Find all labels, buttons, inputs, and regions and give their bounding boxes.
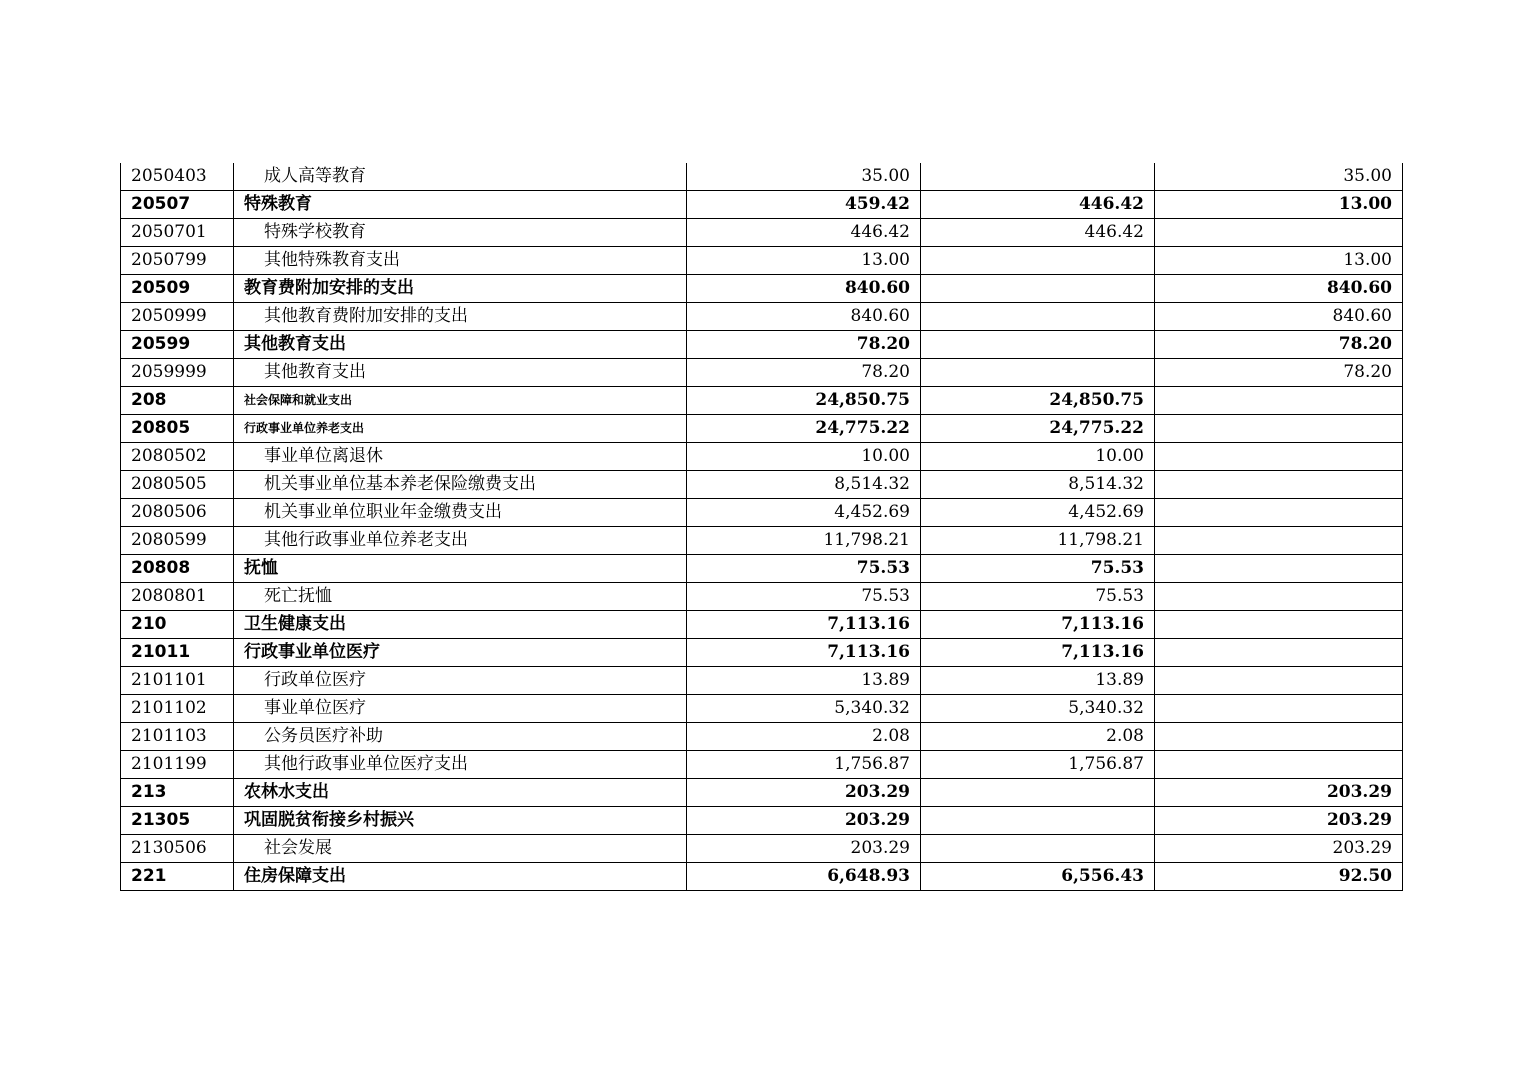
table-row [121, 191, 1403, 219]
table-row [121, 611, 1403, 639]
cell-basic-expenditure: 446.42 [921, 219, 1155, 247]
cell-total: 24,775.22 [687, 415, 921, 443]
cell-project-expenditure: 203.29 [1155, 835, 1403, 863]
cell-total: 203.29 [687, 779, 921, 807]
cell-project-expenditure: 840.60 [1155, 303, 1403, 331]
cell-function-name: 其他行政事业单位养老支出 [234, 527, 687, 555]
cell-function-code: 20599 [121, 331, 234, 359]
cell-basic-expenditure [921, 779, 1155, 807]
cell-function-name: 教育费附加安排的支出 [234, 275, 687, 303]
cell-function-code: 20509 [121, 275, 234, 303]
cell-basic-expenditure: 7,113.16 [921, 611, 1155, 639]
cell-basic-expenditure: 6,556.43 [921, 863, 1155, 891]
cell-total: 203.29 [687, 807, 921, 835]
cell-total: 5,340.32 [687, 695, 921, 723]
cell-project-expenditure [1155, 471, 1403, 499]
cell-total: 840.60 [687, 303, 921, 331]
cell-total: 4,452.69 [687, 499, 921, 527]
cell-function-code: 221 [121, 863, 234, 891]
cell-project-expenditure [1155, 611, 1403, 639]
cell-basic-expenditure [921, 331, 1155, 359]
cell-total: 840.60 [687, 275, 921, 303]
table-row [121, 667, 1403, 695]
cell-project-expenditure [1155, 639, 1403, 667]
cell-function-name: 其他教育支出 [234, 359, 687, 387]
cell-project-expenditure [1155, 499, 1403, 527]
cell-function-code: 21305 [121, 807, 234, 835]
cell-function-code: 2059999 [121, 359, 234, 387]
cell-basic-expenditure: 5,340.32 [921, 695, 1155, 723]
cell-basic-expenditure: 7,113.16 [921, 639, 1155, 667]
cell-total: 13.00 [687, 247, 921, 275]
cell-function-code: 208 [121, 387, 234, 415]
cell-total: 24,850.75 [687, 387, 921, 415]
cell-total: 2.08 [687, 723, 921, 751]
cell-total: 78.20 [687, 331, 921, 359]
cell-function-name: 社会发展 [234, 835, 687, 863]
cell-function-name: 机关事业单位基本养老保险缴费支出 [234, 471, 687, 499]
cell-function-name: 机关事业单位职业年金缴费支出 [234, 499, 687, 527]
cell-function-code: 2080502 [121, 443, 234, 471]
budget-expenditure-table [120, 163, 1403, 891]
table-row [121, 527, 1403, 555]
cell-function-name: 行政事业单位养老支出 [234, 415, 687, 443]
cell-project-expenditure: 78.20 [1155, 331, 1403, 359]
cell-function-name: 其他教育费附加安排的支出 [234, 303, 687, 331]
cell-function-name: 抚恤 [234, 555, 687, 583]
cell-function-name: 事业单位医疗 [234, 695, 687, 723]
cell-total: 203.29 [687, 835, 921, 863]
cell-project-expenditure [1155, 443, 1403, 471]
cell-function-name: 社会保障和就业支出 [234, 387, 687, 415]
cell-total: 78.20 [687, 359, 921, 387]
cell-basic-expenditure: 446.42 [921, 191, 1155, 219]
cell-project-expenditure [1155, 695, 1403, 723]
cell-project-expenditure [1155, 723, 1403, 751]
cell-function-code: 2080505 [121, 471, 234, 499]
table-row [121, 331, 1403, 359]
cell-function-code: 20805 [121, 415, 234, 443]
cell-function-code: 2101101 [121, 667, 234, 695]
cell-basic-expenditure: 24,850.75 [921, 387, 1155, 415]
cell-function-name: 其他行政事业单位医疗支出 [234, 751, 687, 779]
cell-total: 6,648.93 [687, 863, 921, 891]
table-row [121, 443, 1403, 471]
cell-project-expenditure [1155, 667, 1403, 695]
cell-function-name: 事业单位离退休 [234, 443, 687, 471]
table-row [121, 583, 1403, 611]
cell-function-name: 特殊学校教育 [234, 219, 687, 247]
cell-basic-expenditure [921, 359, 1155, 387]
cell-function-code: 2101103 [121, 723, 234, 751]
cell-project-expenditure [1155, 751, 1403, 779]
cell-basic-expenditure [921, 303, 1155, 331]
cell-project-expenditure: 13.00 [1155, 191, 1403, 219]
cell-function-code: 2080801 [121, 583, 234, 611]
table-row [121, 695, 1403, 723]
table-row [121, 779, 1403, 807]
cell-basic-expenditure: 13.89 [921, 667, 1155, 695]
table-row [121, 751, 1403, 779]
cell-basic-expenditure [921, 807, 1155, 835]
table-row [121, 639, 1403, 667]
cell-function-name: 公务员医疗补助 [234, 723, 687, 751]
table-row [121, 359, 1403, 387]
table-row [121, 555, 1403, 583]
cell-project-expenditure [1155, 387, 1403, 415]
cell-function-code: 2050403 [121, 163, 234, 191]
cell-basic-expenditure: 75.53 [921, 555, 1155, 583]
cell-function-name: 巩固脱贫衔接乡村振兴 [234, 807, 687, 835]
cell-function-name: 其他教育支出 [234, 331, 687, 359]
cell-total: 7,113.16 [687, 639, 921, 667]
cell-basic-expenditure [921, 275, 1155, 303]
cell-function-code: 20808 [121, 555, 234, 583]
cell-basic-expenditure: 8,514.32 [921, 471, 1155, 499]
cell-basic-expenditure: 4,452.69 [921, 499, 1155, 527]
cell-function-name: 卫生健康支出 [234, 611, 687, 639]
cell-function-name: 行政事业单位医疗 [234, 639, 687, 667]
cell-project-expenditure: 13.00 [1155, 247, 1403, 275]
cell-project-expenditure [1155, 583, 1403, 611]
cell-function-code: 2101102 [121, 695, 234, 723]
cell-project-expenditure: 203.29 [1155, 807, 1403, 835]
cell-total: 75.53 [687, 555, 921, 583]
cell-basic-expenditure: 10.00 [921, 443, 1155, 471]
cell-total: 459.42 [687, 191, 921, 219]
cell-function-name: 住房保障支出 [234, 863, 687, 891]
cell-total: 446.42 [687, 219, 921, 247]
table-row [121, 415, 1403, 443]
cell-basic-expenditure [921, 163, 1155, 191]
cell-project-expenditure: 203.29 [1155, 779, 1403, 807]
cell-project-expenditure [1155, 527, 1403, 555]
cell-total: 10.00 [687, 443, 921, 471]
cell-function-name: 死亡抚恤 [234, 583, 687, 611]
cell-project-expenditure [1155, 555, 1403, 583]
cell-function-code: 2050701 [121, 219, 234, 247]
cell-project-expenditure: 840.60 [1155, 275, 1403, 303]
cell-function-code: 2130506 [121, 835, 234, 863]
cell-project-expenditure [1155, 219, 1403, 247]
cell-function-name: 其他特殊教育支出 [234, 247, 687, 275]
cell-project-expenditure [1155, 415, 1403, 443]
cell-function-code: 21011 [121, 639, 234, 667]
cell-function-name: 特殊教育 [234, 191, 687, 219]
cell-project-expenditure: 92.50 [1155, 863, 1403, 891]
table-row [121, 303, 1403, 331]
table-row [121, 387, 1403, 415]
cell-function-code: 2050999 [121, 303, 234, 331]
cell-function-code: 2080599 [121, 527, 234, 555]
cell-function-code: 20507 [121, 191, 234, 219]
table-row [121, 219, 1403, 247]
cell-total: 13.89 [687, 667, 921, 695]
table-row [121, 275, 1403, 303]
cell-total: 11,798.21 [687, 527, 921, 555]
cell-function-name: 行政单位医疗 [234, 667, 687, 695]
cell-total: 7,113.16 [687, 611, 921, 639]
cell-total: 1,756.87 [687, 751, 921, 779]
cell-total: 35.00 [687, 163, 921, 191]
cell-project-expenditure: 35.00 [1155, 163, 1403, 191]
table-row [121, 163, 1403, 191]
cell-function-name: 农林水支出 [234, 779, 687, 807]
cell-total: 75.53 [687, 583, 921, 611]
cell-total: 8,514.32 [687, 471, 921, 499]
cell-basic-expenditure: 24,775.22 [921, 415, 1155, 443]
cell-function-name: 成人高等教育 [234, 163, 687, 191]
cell-function-code: 210 [121, 611, 234, 639]
cell-basic-expenditure [921, 835, 1155, 863]
cell-function-code: 2050799 [121, 247, 234, 275]
table-body [121, 163, 1403, 891]
cell-function-code: 2101199 [121, 751, 234, 779]
cell-function-code: 2080506 [121, 499, 234, 527]
table-row [121, 835, 1403, 863]
cell-basic-expenditure [921, 247, 1155, 275]
table-row [121, 807, 1403, 835]
table-row [121, 723, 1403, 751]
table-row [121, 863, 1403, 891]
cell-basic-expenditure: 2.08 [921, 723, 1155, 751]
cell-function-code: 213 [121, 779, 234, 807]
cell-basic-expenditure: 11,798.21 [921, 527, 1155, 555]
table-row [121, 499, 1403, 527]
cell-basic-expenditure: 75.53 [921, 583, 1155, 611]
table-row [121, 247, 1403, 275]
cell-project-expenditure: 78.20 [1155, 359, 1403, 387]
table-row [121, 471, 1403, 499]
cell-basic-expenditure: 1,756.87 [921, 751, 1155, 779]
